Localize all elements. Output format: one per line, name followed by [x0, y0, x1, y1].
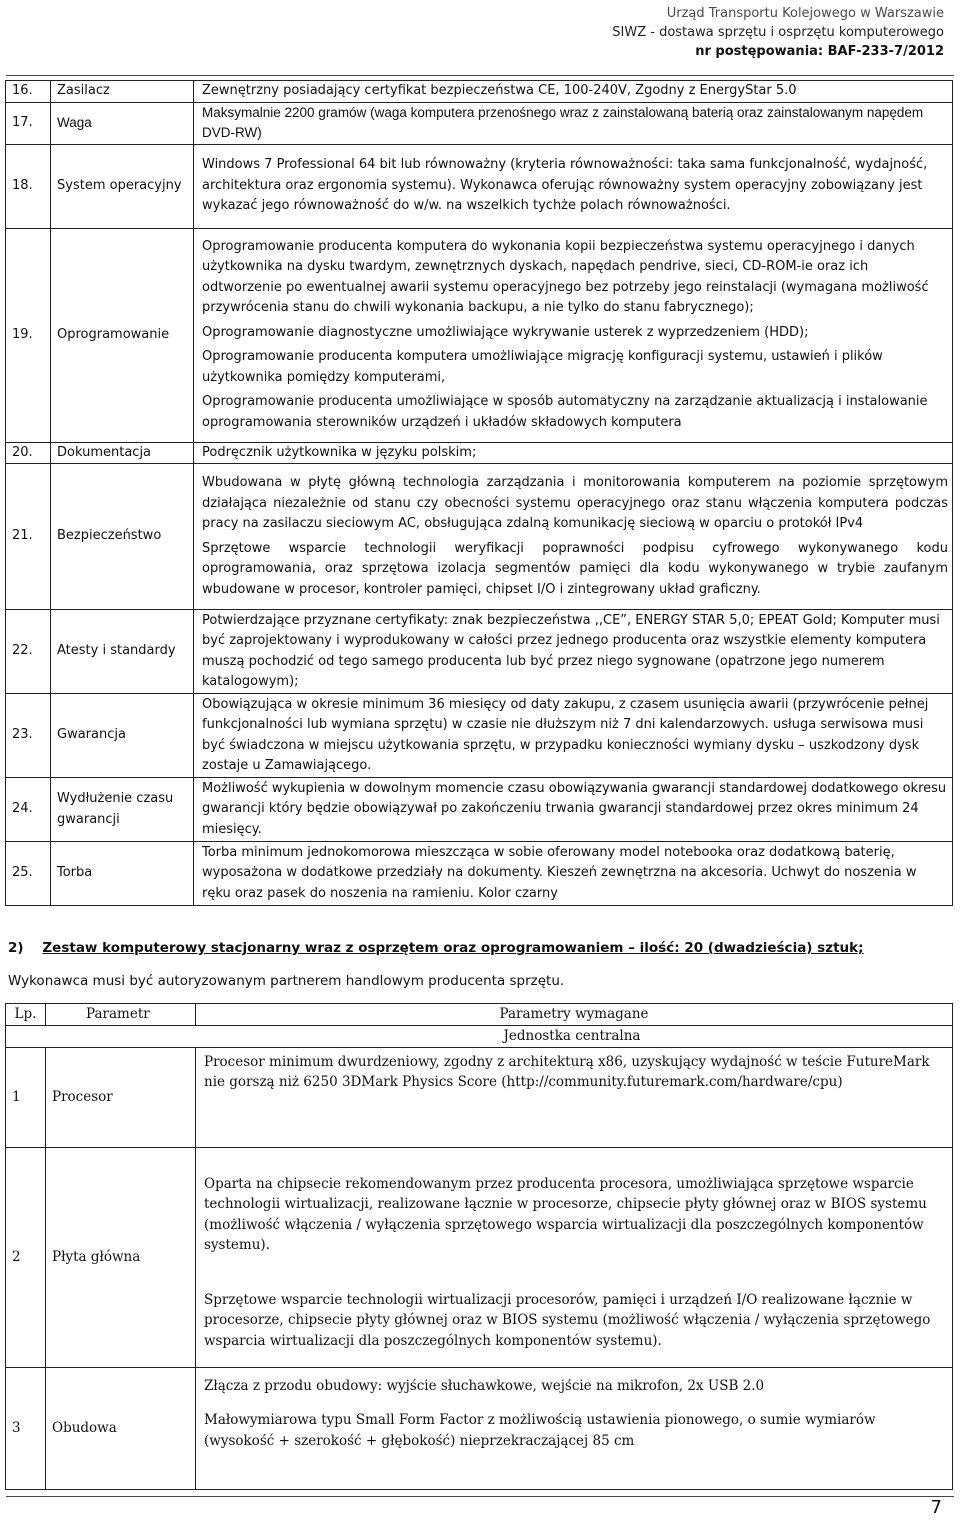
- section-title: [8, 938, 864, 959]
- row-number: 3: [6, 1367, 46, 1489]
- row-parameter: Wydłużenie czasu gwarancji: [51, 778, 194, 842]
- row-requirement: Windows 7 Professional 64 bit lub równoważny (kryteria równoważności: taka sama funkcjonalność, wydajność, architektura oraz ergonomia systemu). Wykonawca oferując równoważny system operacyjny zobowiązany jest wykazać jego równoważność do w/w. na wszelkich tychże polach równoważności.: [194, 144, 953, 228]
- table-row: [6, 228, 953, 442]
- row-parameter: Bezpieczeństwo: [51, 464, 194, 610]
- row-number: 22.: [6, 610, 51, 694]
- row-parameter: Oprogramowanie: [51, 228, 194, 442]
- section-note: Wykonawca musi być autoryzowanym partnerem handlowym producenta sprzętu.: [8, 973, 565, 989]
- table-row: [6, 1147, 953, 1367]
- header-requirements: Parametry wymagane: [196, 1004, 953, 1026]
- row-number: 2: [6, 1147, 46, 1367]
- requirement-item: Oprogramowanie producenta umożliwiające w sposób automatyczny na zarządzanie aktualizacją i instalowanie oprogramowania sterowników urządzeń i układów składowych komputera: [202, 394, 928, 430]
- header-institution: Urząd Transportu Kolejowego w Warszawie: [666, 6, 944, 21]
- row-parameter: Płyta główna: [46, 1147, 196, 1367]
- row-number: 21.: [6, 464, 51, 610]
- table-row: [6, 102, 953, 144]
- footer-divider: [6, 1496, 954, 1497]
- row-number: 23.: [6, 694, 51, 778]
- requirement-item: Oprogramowanie producenta komputera do wykonania kopii bezpieczeństwa systemu operacyjnego i danych użytkownika na dysku twardym, zewnętrznych dyskach, napędach pendrive, sieci, CD-ROM-ie oraz ich odtworzenie po ewentualnej awarii systemu operacyjnego bez potrzeby jego reinstalacji (wymagana możliwość przywrócenia stanu do chwili wykonania backupu, a nie tylko do stanu fabrycznego);: [202, 238, 929, 316]
- row-number: 1: [6, 1047, 46, 1147]
- page-header: [612, 4, 944, 61]
- row-parameter: System operacyjny: [51, 144, 194, 228]
- row-number: 16.: [6, 81, 51, 103]
- header-parameter: Parametr: [46, 1004, 196, 1026]
- header-lp: Lp.: [6, 1004, 46, 1026]
- row-number: 25.: [6, 842, 51, 906]
- row-requirement: [194, 464, 953, 610]
- row-number: 19.: [6, 228, 51, 442]
- row-parameter: Dokumentacja: [51, 442, 194, 464]
- row-requirement: Możliwość wykupienia w dowolnym momencie czasu obowiązywania gwarancji standardowej dodatkowego okresu gwarancji który będzie obowiązywał po zakończeniu trwania gwarancji standardowej przez okres minimum 24 miesięcy.: [194, 778, 953, 842]
- row-number: 20.: [6, 442, 51, 464]
- requirement-item: Oparta na chipsecie rekomendowanym przez producenta procesora, umożliwiająca sprzętowe wsparcie technologii wirtualizacji, realizowane łącznie w procesorze, chipsecie płyty głównej oraz w BIOS systemu (możliwość włączenia / wyłączenia sprzętowego wsparcia wirtualizacji dla poszczególnych komponentów systemu).: [204, 1175, 927, 1253]
- table-header-row: [6, 1004, 953, 1026]
- table-row: [6, 842, 953, 906]
- row-parameter: Torba: [51, 842, 194, 906]
- row-requirement: Obowiązująca w okresie minimum 36 miesięcy od daty zakupu, z czasem usunięcia awarii (przywrócenie pełnej funkcjonalności lub wymiana sprzętu) w czasie nie dłuższym niż 7 dni kalendarzowych. usługa serwisowa musi być świadczona w miejscu użytkowania sprzętu, w przypadku konieczności wymiany dysku – uszkodzony dysk zostaje u Zamawiającego.: [194, 694, 953, 778]
- table-row: [6, 442, 953, 464]
- requirement-item: Procesor minimum dwurdzeniowy, zgodny z architekturą x86, uzyskujący wydajność w teście FutureMark nie gorszą niż 6250 3DMark Physics Score (http://community.futuremark.com/hardware/cpu): [204, 1053, 930, 1090]
- row-requirement: [196, 1047, 953, 1147]
- row-parameter: Procesor: [46, 1047, 196, 1147]
- row-parameter: Zasilacz: [51, 81, 194, 103]
- row-requirement: Torba minimum jednokomorowa mieszcząca w sobie oferowany model notebooka oraz dodatkową baterię, wyposażona w dodatkowe przedziały na dokumenty. Kieszeń zewnętrzna na akcesoria. Uchwyt do noszenia w ręku oraz pasek do noszenia na ramieniu. Kolor czarny: [194, 842, 953, 906]
- row-requirement: Podręcznik użytkownika w języku polskim;: [194, 442, 953, 464]
- row-requirement: [196, 1147, 953, 1367]
- table-row: [6, 144, 953, 228]
- laptop-spec-table: [5, 80, 953, 906]
- desktop-spec-table: [5, 1003, 953, 1490]
- section-number: 2): [8, 940, 24, 956]
- header-divider: [6, 75, 954, 76]
- row-requirement: Zewnętrzny posiadający certyfikat bezpieczeństwa CE, 100-240V, Zgodny z EnergyStar 5.0: [194, 81, 953, 103]
- row-parameter: Gwarancja: [51, 694, 194, 778]
- row-parameter: Atesty i standardy: [51, 610, 194, 694]
- page-number: 7: [930, 1497, 942, 1518]
- requirement-item: Małowymiarowa typu Small Form Factor z możliwością ustawienia pionowego, o sumie wymiarów (wysokość + szerokość + głębokość) nieprzekraczającej 85 cm: [204, 1412, 876, 1449]
- table-row: [6, 1367, 953, 1489]
- row-number: 18.: [6, 144, 51, 228]
- row-parameter: Obudowa: [46, 1367, 196, 1489]
- group-title: Jednostka centralna: [6, 1026, 953, 1048]
- row-requirement: [194, 228, 953, 442]
- table-row: [6, 464, 953, 610]
- table-row: [6, 694, 953, 778]
- requirement-item: Oprogramowanie producenta komputera umożliwiające migrację konfiguracji systemu, ustawień i plików użytkownika pomiędzy komputerami,: [202, 349, 883, 385]
- section-heading: Zestaw komputerowy stacjonarny wraz z osprzętem oraz oprogramowaniem – ilość: 20 (dwadzieścia) sztuk;: [42, 940, 864, 956]
- requirement-item: Wbudowana w płytę główną technologia zarządzania i monitorowania komputerem na poziomie sprzętowym działająca niezależnie od stanu czy obecności systemu operacyjnego oraz stanu włączenia komputera podczas pracy na zasilaczu sieciowym AC, obsługująca zdalną komunikację sieciową w oparciu o protokół IPv4: [202, 475, 948, 531]
- requirement-item: Złącza z przodu obudowy: wyjście słuchawkowe, wejście na mikrofon, 2x USB 2.0: [204, 1377, 765, 1394]
- header-case-number: nr postępowania: BAF-233-7/2012: [695, 44, 944, 59]
- header-subject: SIWZ - dostawa sprzętu i osprzętu komputerowego: [612, 25, 944, 40]
- row-parameter: Waga: [51, 102, 194, 144]
- table-row: [6, 610, 953, 694]
- row-number: 24.: [6, 778, 51, 842]
- row-requirement: Maksymalnie 2200 gramów (waga komputera przenośnego wraz z zainstalowaną baterią oraz zainstalowanym napędem DVD-RW): [194, 102, 953, 144]
- row-requirement: [196, 1367, 953, 1489]
- table-row: [6, 1047, 953, 1147]
- requirement-item: Sprzętowe wsparcie technologii wirtualizacji procesorów, pamięci i urządzeń I/O realizowane łącznie w procesorze, chipsecie płyty głównej oraz w BIOS systemu (możliwość włączenia / wyłączenia sprzętowego wsparcia wirtualizacji dla poszczególnych komponentów systemu).: [204, 1291, 931, 1349]
- requirement-item: Oprogramowanie diagnostyczne umożliwiające wykrywanie usterek z wyprzedzeniem (HDD);: [202, 324, 809, 340]
- table-group-row: [6, 1026, 953, 1048]
- table-row: [6, 81, 953, 103]
- row-requirement: Potwierdzające przyznane certyfikaty: znak bezpieczeństwa ,,CE”, ENERGY STAR 5,0; EPEAT Gold; Komputer musi być zaprojektowany i wyprodukowany w całości przez jednego producenta oraz wszystkie elementy komputera muszą pochodzić od tego samego producenta lub być przez niego sygnowane (opatrzone jego numerem katalogowym);: [194, 610, 953, 694]
- table-row: [6, 778, 953, 842]
- requirement-item: Sprzętowe wsparcie technologii weryfikacji poprawności podpisu cyfrowego wykonywanego kodu oprogramowania, oraz sprzętowa izolacja segmentów pamięci dla kodu wykonywanego w trybie zaufanym wbudowane w procesor, kontroler pamięci, chipset I/O i zintegrowany układ graficzny.: [202, 540, 948, 597]
- row-number: 17.: [6, 102, 51, 144]
